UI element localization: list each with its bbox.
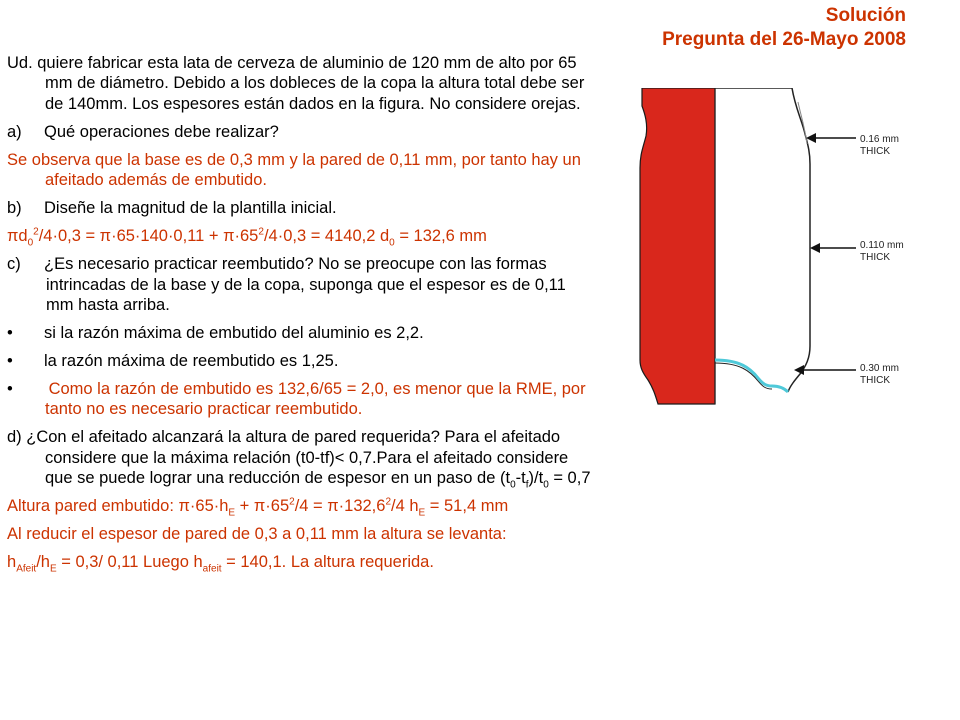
slide-header [662,4,906,52]
line-altura-part: /4 = π·132,6 [294,497,386,516]
line-final-part: h [7,553,17,572]
arrow-top [806,133,856,143]
question-c-label: c) [7,255,21,274]
line-altura-part: Altura pared embutido: π·65·h [7,497,229,516]
answer-a: Se observa que la base es de 0,3 mm y la pared de 0,11 mm, por tanto hay un afeitado además de embutido. [7,150,581,190]
can-right-half-outline [715,88,810,392]
formula-b-part: /4·0,3 = π·65·140·0,11 + π·65 [38,227,259,246]
formula-b [7,226,592,249]
formula-b-part: /4·0,3 = 4140,2 d [263,227,390,246]
question-b [7,198,592,218]
can-left-half [640,88,715,404]
can-cross-section-figure [600,88,930,408]
line-final-part: = 140,1. La altura requerida. [221,553,434,572]
question-d-part: )/t [528,469,544,488]
bullet-item [7,351,592,371]
line-altura-part: + π·65 [235,497,290,516]
bullet-answer-text: Como la razón de embutido es 132,6/65 = 2,0, es menor que la RME, por tanto no es necesario practicar reembutido. [44,380,586,419]
bullet-item [7,323,592,343]
question-a-label: a) [7,122,22,141]
bullet-dot: • [7,380,13,399]
question-a [7,122,592,142]
bullet-dot: • [7,352,13,371]
question-b-label: b) [7,199,22,218]
arrow-middle [810,243,856,253]
formula-b-sup: 2 [33,226,39,238]
slide-content [7,53,592,580]
formula-b-part: = 132,6 mm [394,227,487,246]
line-altura-sup: 2 [385,496,391,508]
bullet-text: la razón máxima de reembutido es 1,25. [44,352,339,371]
question-d-sub: 0 [510,479,516,491]
question-d-part: -t [515,469,526,488]
line-final-part: = 0,3/ 0,11 Luego h [56,553,203,572]
line-altura [7,496,592,519]
question-d [7,427,592,491]
thickness-label-bottom-unit: THICK [860,375,890,386]
question-d-part: = 0,7 [548,469,591,488]
question-c-text: ¿Es necesario practicar reembutido? No se preocupe con las formas intrincadas de la base y de la copa, suponga que el espesor es de 0,11 mm hasta arriba. [44,255,566,315]
thickness-label-bottom-value: 0.30 mm [860,363,899,374]
line-altura-sub: E [418,507,426,519]
thickness-label-middle-value: 0.110 mm [860,240,904,251]
line-altura-sub: E [228,507,236,519]
question-d-sub: 0 [543,479,549,491]
formula-b-part: πd [7,227,28,246]
header-title: Solución [825,5,906,26]
line-altura-part: /4 h [391,497,419,516]
thickness-label-top-unit: THICK [860,146,890,157]
question-b-text: Diseñe la magnitud de la plantilla inicial. [44,199,337,218]
question-c [7,254,592,315]
line-final-sub: Afeit [16,563,37,575]
line-final-part: /h [36,553,50,572]
line-altura-sup: 2 [289,496,295,508]
header-subtitle: Pregunta del 26-Mayo 2008 [662,29,906,50]
line-altura-part: = 51,4 mm [425,497,509,516]
question-d-part: d) ¿Con el afeitado alcanzará la altura de pared requerida? Para el afeitado considere que la máxima relación (t0-tf)< 0,7.Para el afeitado considere que se puede lograr una reducción de espesor en un paso de (t [7,428,569,488]
intro-paragraph: Ud. quiere fabricar esta lata de cerveza de aluminio de 120 mm de alto por 65 mm de diámetro. Debido a los dobleces de la copa la altura total debe ser de 140mm. Los espesores están dados en la figura. No considere orejas. [7,54,585,113]
line-final [7,552,592,575]
thickness-label-middle-unit: THICK [860,252,890,263]
question-d-sub: f [525,479,529,491]
can-base-contour [715,360,788,392]
thickness-label-top-value: 0.16 mm [860,134,899,145]
question-a-text: Qué operaciones debe realizar? [44,122,279,141]
line-final-sub: afeit [202,563,222,575]
formula-b-sub: 0 [389,237,395,249]
formula-b-sub: 0 [27,237,34,249]
bullet-dot: • [7,324,13,343]
line-final-sub: E [49,563,57,575]
bullet-answer [7,379,592,420]
formula-b-sup: 2 [258,226,264,238]
arrow-bottom [794,365,856,375]
bullet-text: si la razón máxima de embutido del aluminio es 2,2. [44,324,424,343]
line-reducir: Al reducir el espesor de pared de 0,3 a 0,11 mm la altura se levanta: [7,525,507,544]
